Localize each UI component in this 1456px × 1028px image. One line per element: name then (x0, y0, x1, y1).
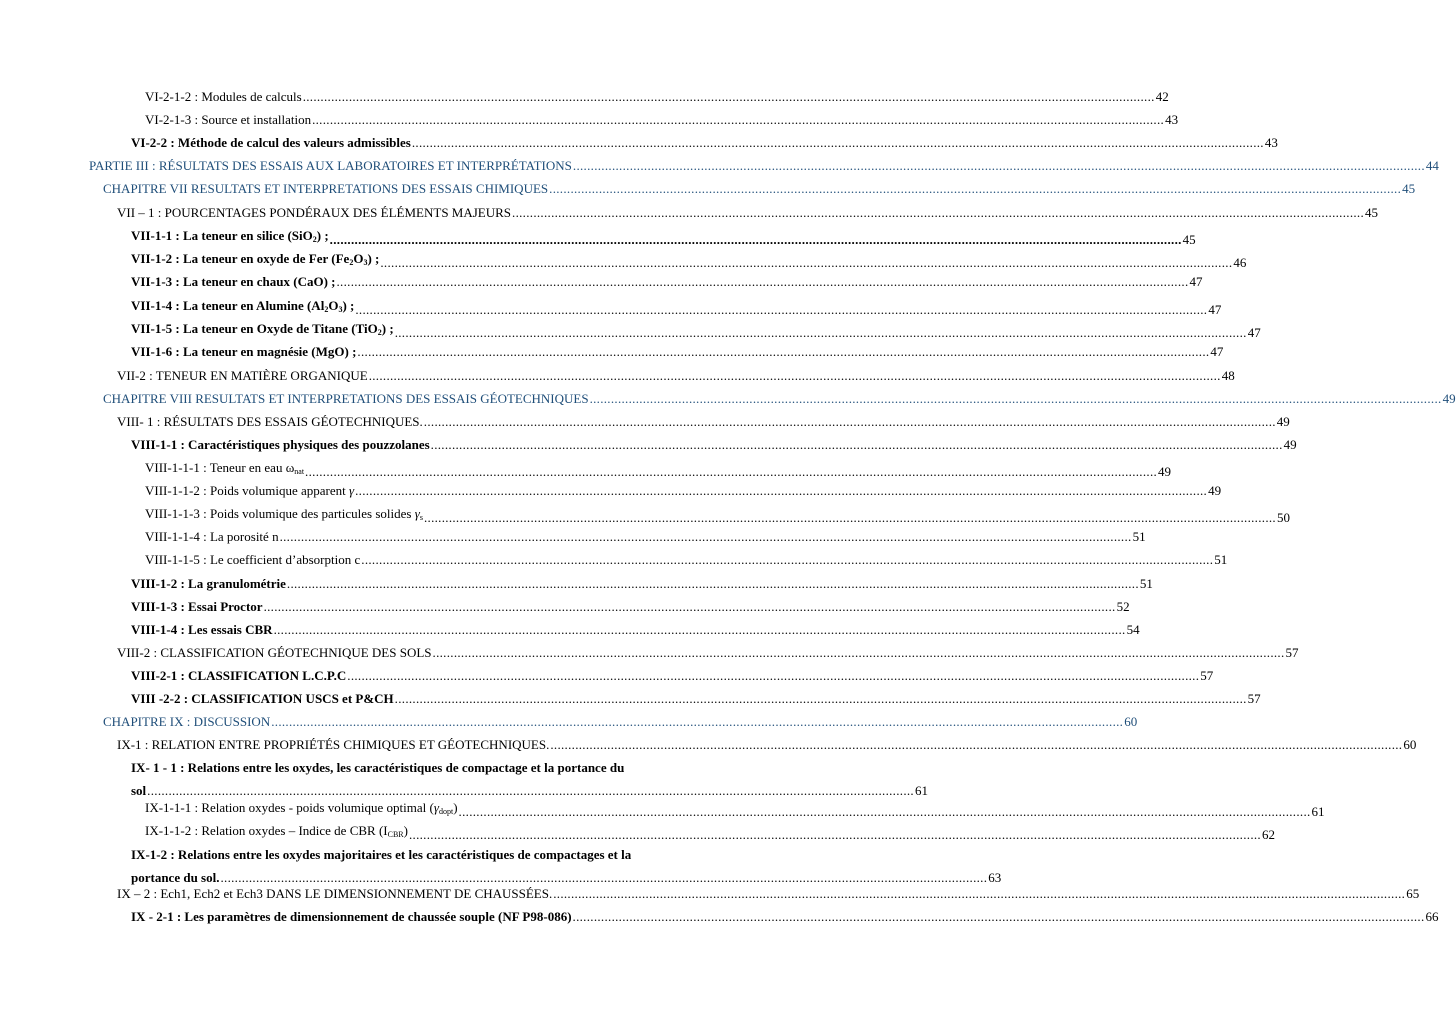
toc-entry (117, 645, 1299, 661)
dot-leader (361, 552, 1213, 568)
toc-entry-title: VII-1-3 : La teneur en chaux (CaO) ; (131, 274, 336, 289)
toc-entry (131, 668, 1214, 684)
dot-leader: ........................................................................................................................................................................................................................ (147, 782, 914, 798)
toc-entry-page: 61 (914, 782, 928, 798)
toc-entry (117, 414, 1290, 430)
toc-entry-title: VII-1-5 : La teneur en Oxyde de Titane (TiO$_2$) ; (131, 321, 394, 337)
dot-leader (512, 205, 1364, 221)
toc-entry-page: 44 (1425, 158, 1439, 173)
toc-entry (131, 909, 1439, 925)
toc-entry (145, 112, 1179, 128)
dot-leader (287, 576, 1139, 592)
toc-entry-title: VII-1-1 : La teneur en silice (SiO$_2$) ; (131, 228, 329, 244)
toc-entry-title: VII – 1 : POURCENTAGES PONDÉRAUX DES ÉLÉMENTS MAJEURS (117, 205, 512, 220)
toc-entry-title: VI-2-2 : Méthode de calcul des valeurs admissibles (131, 135, 411, 150)
dot-leader (573, 158, 1425, 174)
toc-entry-title: IX-1-2 : Relations entre les oxydes majoritaires et les caractéristiques de compactages et la (131, 847, 632, 862)
toc-entry-page: 65 (1406, 886, 1420, 901)
toc-entry-title: VIII-1-1-2 : Poids volumique apparent γ (145, 483, 355, 498)
toc-entry-title: VIII-2-1 : CLASSIFICATION L.C.P.C (131, 668, 347, 683)
toc-entry-page: 47 (1189, 274, 1203, 289)
toc-entry-title: VIII-1-3 : Essai Proctor (131, 599, 263, 614)
toc-entry-page: 49 (1276, 414, 1290, 429)
toc-entry-page: 47 (1208, 302, 1222, 317)
toc-entry-title: CHAPITRE VII RESULTATS ET INTERPRETATIONS DES ESSAIS CHIMIQUES (103, 181, 549, 196)
toc-entry (117, 205, 1379, 221)
toc-entry-page: 51 (1139, 576, 1153, 591)
toc-entry-page: 52 (1116, 599, 1130, 614)
dot-leader (424, 414, 1276, 430)
toc-entry-title: VIII- 1 : RÉSULTATS DES ESSAIS GÉOTECHNIQUES. (117, 414, 423, 429)
dot-leader (424, 510, 1276, 526)
dot-leader: ........................................................................................................................................................................................................................ (220, 869, 988, 885)
toc-entry (145, 529, 1146, 545)
toc-entry-page: 48 (1221, 368, 1235, 383)
toc-entry-title: IX-1-1-2 : Relation oxydes – Indice de CBR $(I_{CBR})$ (145, 823, 408, 839)
toc-entry (145, 552, 1228, 568)
toc-entry-title-cont: portance du sol. (131, 869, 220, 885)
toc-entry-page: 49 (1283, 437, 1297, 452)
toc-entry-page: 46 (1233, 255, 1247, 270)
dot-leader (355, 302, 1207, 318)
toc-entry (131, 321, 1261, 341)
toc-entry (145, 823, 1275, 843)
dot-leader (264, 599, 1116, 615)
dot-leader (330, 232, 1182, 248)
dot-leader (550, 737, 1402, 753)
toc-entry-title: VIII-1-1-1 : Teneur en eau $\omega_{nat}$ (145, 460, 305, 476)
toc-entry (131, 135, 1278, 151)
toc-entry-title: VI-2-1-2 : Modules de calculs (145, 89, 302, 104)
toc-entry (145, 506, 1290, 526)
toc-entry (117, 368, 1235, 384)
toc-entry (131, 622, 1140, 638)
toc-entry (131, 251, 1247, 271)
toc-entry-page: 43 (1165, 112, 1179, 127)
dot-leader (369, 368, 1221, 384)
toc-entry-title: PARTIE III : RÉSULTATS DES ESSAIS AUX LABORATOIRES ET INTERPRÉTATIONS (89, 158, 572, 173)
toc-entry-page: 49 (1158, 464, 1172, 479)
toc-entry-page: 47 (1210, 344, 1224, 359)
toc-entry-multiline (131, 757, 928, 802)
toc-entry-page: 60 (1403, 737, 1417, 752)
toc-entry-page: 43 (1264, 135, 1278, 150)
dot-leader (431, 437, 1283, 453)
dot-leader (280, 529, 1132, 545)
toc-entry-page: 57 (1285, 645, 1299, 660)
dot-leader (590, 391, 1442, 407)
toc-entry-page: 49 (1208, 483, 1222, 498)
dot-leader (271, 714, 1123, 730)
toc-entry-title: VII-1-2 : La teneur en oxyde de Fer $(Fe_2O_3)$ ; (131, 251, 380, 267)
dot-leader (412, 135, 1264, 151)
toc-entry-title: VIII-1-4 : Les essais CBR (131, 622, 273, 637)
toc-entry-page: 61 (1311, 804, 1325, 819)
toc-entry-title: VII-2 : TENEUR EN MATIÈRE ORGANIQUE (117, 368, 368, 383)
toc-chapter-entry (103, 714, 1138, 730)
toc-entry-page: 57 (1247, 691, 1261, 706)
toc-entry (117, 737, 1417, 753)
toc-entry-page: 63 (988, 869, 1002, 885)
toc-entry-title: VII-1-4 : La teneur en Alumine $(Al_2O_3)$ ; (131, 298, 355, 314)
toc-entry-page: 47 (1247, 325, 1261, 340)
toc-entry (131, 691, 1261, 707)
dot-leader (303, 89, 1155, 105)
toc-entry-page: 45 (1182, 232, 1196, 247)
dot-leader (274, 622, 1126, 638)
toc-entry (131, 274, 1203, 290)
dot-leader (347, 668, 1199, 684)
dot-leader (395, 325, 1247, 341)
toc-entry-title: VIII-2 : CLASSIFICATION GÉOTECHNIQUE DES SOLS (117, 645, 432, 660)
toc-entry (131, 599, 1130, 615)
toc-entry-title: IX - 2-1 : Les paramètres de dimensionnement de chaussée souple (NF P98-086) (131, 909, 572, 924)
toc-entry-page: 42 (1155, 89, 1169, 104)
dot-leader (409, 827, 1261, 843)
toc-entry-title: IX-1 : RELATION ENTRE PROPRIÉTÉS CHIMIQUES ET GÉOTECHNIQUES. (117, 737, 550, 752)
toc-entry-title: CHAPITRE VIII RESULTATS ET INTERPRETATIONS DES ESSAIS GÉOTECHNIQUES (103, 391, 589, 406)
toc-entry-title: VIII-1-1-5 : Le coefficient d’absorption c (145, 552, 361, 567)
toc-entry-page: 54 (1126, 622, 1140, 637)
toc-entry-page: 45 (1402, 181, 1416, 196)
toc-entry-page: 49 (1442, 391, 1456, 406)
toc-entry-page: 50 (1276, 510, 1290, 525)
toc-entry (145, 800, 1325, 820)
toc-entry-title: VIII-1-2 : La granulométrie (131, 576, 286, 591)
toc-entry-page: 51 (1214, 552, 1228, 567)
toc-entry-page: 62 (1261, 827, 1275, 842)
dot-leader (337, 274, 1189, 290)
toc-entry (117, 886, 1420, 902)
toc-entry-multiline (131, 844, 1002, 889)
dot-leader (380, 255, 1232, 271)
toc-chapter-entry (103, 391, 1456, 407)
toc-entry-page: 51 (1132, 529, 1146, 544)
toc-entry-title: VIII-1-1-4 : La porosité n (145, 529, 279, 544)
dot-leader (573, 909, 1425, 925)
toc-entry-title: IX – 2 : Ech1, Ech2 et Ech3 DANS LE DIMENSIONNEMENT DE CHAUSSÉES. (117, 886, 553, 901)
toc-entry-title: VIII-1-1 : Caractéristiques physiques des pouzzolanes (131, 437, 430, 452)
toc-entry-page: 60 (1124, 714, 1138, 729)
toc-entry-page: 57 (1200, 668, 1214, 683)
toc-entry-page: 66 (1425, 909, 1439, 924)
dot-leader (459, 804, 1311, 820)
toc-entry (131, 344, 1224, 360)
dot-leader (355, 483, 1207, 499)
toc-entry (145, 460, 1172, 480)
toc-entry (131, 228, 1196, 248)
toc-entry-title: VIII -2-2 : CLASSIFICATION USCS et P&CH (131, 691, 394, 706)
toc-entry-page: 45 (1365, 205, 1379, 220)
toc-entry (131, 298, 1222, 318)
toc-entry (145, 483, 1222, 499)
toc-chapter-entry (103, 181, 1416, 197)
toc-entry-title: VI-2-1-3 : Source et installation (145, 112, 312, 127)
toc-entry-title: CHAPITRE IX : DISCUSSION (103, 714, 271, 729)
dot-leader (312, 112, 1164, 128)
toc-entry-title: VII-1-6 : La teneur en magnésie (MgO) ; (131, 344, 357, 359)
dot-leader (549, 181, 1401, 197)
toc-entry (145, 89, 1169, 105)
dot-leader (433, 645, 1285, 661)
toc-entry (131, 437, 1297, 453)
toc-entry (131, 576, 1153, 592)
toc-part-entry (89, 158, 1439, 174)
toc-entry-title: VIII-1-1-3 : Poids volumique des particules solides $\gamma_s$ (145, 506, 423, 522)
dot-leader (553, 886, 1405, 902)
toc-entry-title: IX-1-1-1 : Relation oxydes - poids volumique optimal $(\gamma_{dopt})$ (145, 800, 458, 816)
dot-leader (357, 344, 1209, 360)
toc-entry-title: IX- 1 - 1 : Relations entre les oxydes, les caractéristiques de compactage et la portance du (131, 760, 625, 775)
dot-leader (305, 464, 1157, 480)
dot-leader (395, 691, 1247, 707)
toc-entry-title-cont: sol (131, 782, 147, 798)
